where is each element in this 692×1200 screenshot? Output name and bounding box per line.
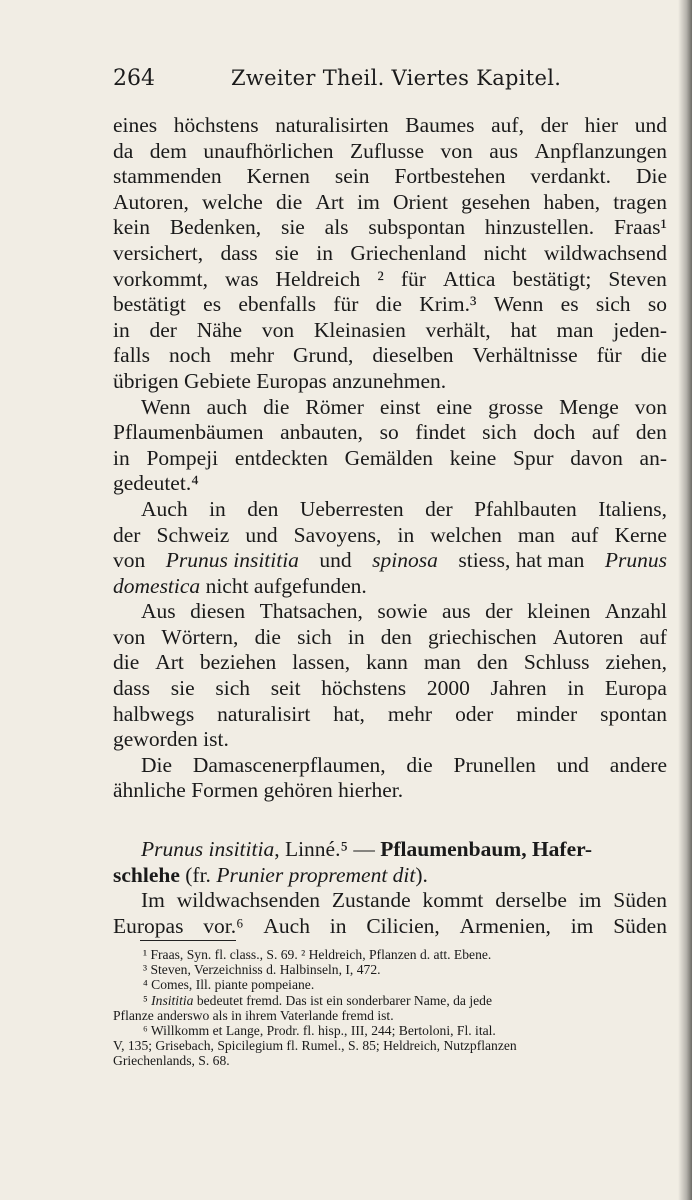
- text-line: [113, 139, 667, 165]
- text-word: man: [517, 522, 555, 547]
- common-name: schlehe: [113, 862, 180, 887]
- text-word: eines: [113, 113, 158, 137]
- text-word: Verhältnisse: [472, 343, 578, 368]
- text-word: dem: [149, 138, 187, 163]
- text-line: [113, 190, 667, 216]
- text-word: oder: [455, 701, 494, 726]
- text-word: Prunellen: [453, 752, 536, 777]
- text-line: ähnliche Formen gehören hierher.: [113, 778, 404, 803]
- text-word: die: [275, 189, 303, 214]
- text-word: Damascenerpflaumen,: [192, 752, 386, 777]
- text-word: Wenn: [493, 292, 544, 317]
- text-word: sich: [297, 624, 332, 649]
- text-line: [113, 914, 667, 940]
- text-word: grosse: [488, 394, 544, 419]
- text-word: der: [540, 113, 569, 137]
- text-line: [113, 548, 667, 574]
- text-word: Fraas¹: [613, 215, 667, 240]
- running-head: Zweiter Theil. Viertes Kapitel.: [231, 66, 562, 90]
- text-word: falls: [113, 343, 151, 368]
- text-word: für: [333, 292, 359, 317]
- text-word: spontan: [600, 701, 667, 726]
- footnote: ⁶ Willkomm et Lange, Prodr. fl. hisp., III, 244; Bertoloni, Fl. ital.: [143, 1022, 496, 1038]
- species-name: spinosa: [372, 548, 438, 573]
- text-word: die: [113, 650, 140, 675]
- text-word: der: [425, 496, 453, 521]
- text-word: in: [397, 522, 415, 547]
- text-word: versichert,: [113, 240, 204, 265]
- text-line: [113, 267, 667, 293]
- footnote: Griechenlands, S. 68.: [113, 1053, 230, 1069]
- text-word: Art: [315, 189, 345, 214]
- text-word: Zustande: [331, 888, 411, 913]
- text-word: Süden: [613, 888, 667, 913]
- text-line: [113, 523, 667, 549]
- text-word: (fr.: [185, 862, 211, 887]
- text-word: Römer: [305, 394, 364, 419]
- text-word: kommt: [422, 888, 484, 913]
- text-word: Auch: [141, 496, 188, 521]
- text-word: Orient: [393, 189, 448, 214]
- text-word: auf: [570, 522, 599, 547]
- text-line: [113, 164, 667, 190]
- text-word: mehr: [229, 343, 275, 368]
- text-word: subspontan: [368, 215, 466, 240]
- text-word: Kerne: [614, 522, 667, 547]
- species-name: Prunus insititia: [141, 837, 275, 862]
- text-word: von: [440, 138, 473, 163]
- text-line: [113, 113, 667, 139]
- text-word: Jahren: [490, 676, 547, 701]
- text-word: Ueberresten: [299, 496, 404, 521]
- footnote: V, 135; Grisebach, Spicilegium fl. Rumel., S. 85; Heldreich, Nutzpflanzen: [113, 1038, 517, 1054]
- text-word: Schluss: [523, 650, 590, 675]
- text-word: in: [347, 624, 365, 649]
- text-word: dass: [220, 240, 258, 265]
- text-word: Aus: [141, 599, 176, 624]
- text-word: Wenn: [141, 394, 191, 419]
- text-word: tragen: [613, 189, 667, 214]
- text-line: [113, 753, 667, 779]
- text-word: Anzahl: [604, 599, 667, 624]
- text-word: Bedenken,: [169, 215, 262, 240]
- page-header: [113, 66, 673, 96]
- text-line: [113, 343, 667, 369]
- text-line: [113, 625, 667, 651]
- text-word: von: [113, 624, 146, 649]
- text-line: [113, 650, 667, 676]
- text-line: geworden ist.: [113, 727, 229, 752]
- text-word: Italiens,: [598, 496, 667, 521]
- text-word: Pflaumenbäumen: [113, 420, 264, 445]
- text-word: Auch: [263, 913, 310, 938]
- footnotes: [113, 947, 667, 1069]
- text-word: Anpflanzungen: [534, 138, 667, 163]
- text-word: kein: [113, 215, 151, 240]
- footnote-text: bedeutet fremd. Das ist ein sonderbarer Name, da jede: [196, 992, 493, 1008]
- text-word: Steven: [608, 266, 667, 291]
- text-word: der: [113, 522, 141, 547]
- text-word: sich: [482, 420, 517, 445]
- text-word: kann: [366, 650, 408, 675]
- text-line: gedeutet.⁴: [113, 471, 199, 496]
- text-word: Heldreich: [275, 266, 361, 291]
- text-line: übrigen Gebiete Europas anzunehmen.: [113, 368, 447, 393]
- text-word: stiess, hat man: [458, 548, 585, 573]
- text-word: wildwachsend: [543, 240, 667, 265]
- text-word: sie: [274, 240, 299, 265]
- text-word: sich: [215, 676, 250, 701]
- text-word: den: [635, 420, 667, 445]
- text-word: welche: [201, 189, 263, 214]
- text-line: [113, 446, 667, 472]
- text-word: Kleinasien: [313, 317, 406, 342]
- text-word: dass: [113, 676, 151, 701]
- text-word: so: [647, 292, 667, 317]
- text-word: in: [113, 445, 130, 470]
- page-number: 264: [113, 66, 155, 91]
- text-word: von: [261, 317, 295, 342]
- text-word: in: [113, 317, 130, 342]
- text-word: in: [316, 240, 333, 265]
- text-word: ²: [377, 266, 384, 291]
- text-word: hat: [510, 317, 537, 342]
- text-word: unaufhörlichen: [203, 138, 334, 163]
- text-word: haben,: [543, 189, 601, 214]
- text-word: dieselben: [372, 343, 454, 368]
- text-word: ziehen,: [605, 650, 667, 675]
- text-word: in: [567, 676, 585, 701]
- species-name: Prunus insititia: [165, 548, 299, 573]
- text-line: [113, 497, 667, 523]
- text-word: die: [640, 343, 667, 368]
- footnote: ⁵ Insititia bedeutet fremd. Das ist ein sonderbarer Name, da jede: [143, 992, 493, 1008]
- text-word: und: [245, 522, 278, 547]
- text-word: Pfahlbauten: [474, 496, 577, 521]
- text-word: den: [380, 624, 412, 649]
- text-word: verdankt.: [530, 164, 611, 189]
- text-word: verhält,: [425, 317, 491, 342]
- text-word: wildwachsenden: [176, 888, 321, 913]
- text-word: Nähe: [196, 317, 243, 342]
- text-line: [113, 292, 667, 318]
- text-word: sowie: [377, 599, 428, 624]
- text-word: Grund,: [293, 343, 354, 368]
- french-name: Prunier proprement dit: [216, 862, 416, 887]
- text-word: anbauten,: [280, 420, 364, 445]
- text-word: Zuflusse: [349, 138, 425, 163]
- text-word: die: [375, 292, 402, 317]
- text-word: auch: [206, 394, 248, 419]
- text-word: Europas: [113, 913, 184, 938]
- text-word: an-: [639, 445, 667, 470]
- text-word: so: [379, 420, 399, 445]
- text-word: Griechenland: [350, 240, 467, 265]
- text-word: bestätigt: [113, 292, 186, 317]
- text-word: Baumes: [405, 113, 475, 137]
- text-word: der: [149, 317, 177, 342]
- text-word: gesehen: [461, 189, 531, 214]
- text-word: Autoren: [552, 624, 624, 649]
- text-word: mehr: [387, 701, 433, 726]
- footnote: ¹ Fraas, Syn. fl. class., S. 69. ² Heldreich, Pflanzen d. att. Ebene.: [143, 947, 492, 962]
- text-word: im: [570, 913, 594, 938]
- genus-name: Prunus: [604, 548, 667, 573]
- text-line: [113, 702, 667, 728]
- text-word: den: [476, 650, 508, 675]
- text-word: sie: [280, 215, 305, 240]
- text-word: Art: [155, 650, 184, 675]
- text-line: [113, 676, 667, 702]
- text-word: und: [319, 548, 352, 573]
- text-word: Die: [141, 752, 173, 777]
- text-word: stammenden: [113, 164, 222, 189]
- text-word: Die: [635, 164, 667, 189]
- text-word: sie: [170, 676, 195, 701]
- text-word: auf: [591, 420, 620, 445]
- text-word: Thatsachen,: [259, 599, 363, 624]
- text-word: davon: [570, 445, 623, 470]
- text-word: vorkommt,: [113, 266, 208, 291]
- text-word: von: [113, 548, 146, 573]
- text-word: jeden-: [613, 317, 667, 342]
- text-word: auf,: [491, 113, 524, 137]
- text-word: da: [113, 138, 134, 163]
- text-word: für: [596, 343, 622, 368]
- text-word: ebenfalls: [238, 292, 316, 317]
- text-word: Armenien,: [459, 913, 551, 938]
- text-word: 2000: [426, 676, 470, 701]
- page-edge-shadow: [678, 0, 692, 1200]
- text-word: hinzustellen.: [484, 215, 595, 240]
- section-heading-line2: [113, 863, 667, 889]
- text-word: naturalisirt: [217, 701, 311, 726]
- text-word: vor.⁶: [203, 913, 244, 938]
- text-word: für: [400, 266, 426, 291]
- common-name: Pflaumenbaum, Hafer-: [380, 837, 593, 862]
- text-word: Im: [141, 888, 165, 913]
- text-word: halbwegs: [113, 701, 195, 726]
- text-word: aus: [489, 138, 518, 163]
- text-word: bestätigt;: [512, 266, 592, 291]
- text-word: Cilicien,: [366, 913, 440, 938]
- text-word: Fortbestehen: [394, 164, 506, 189]
- text-word: Süden: [613, 913, 667, 938]
- text-word: aus: [441, 599, 471, 624]
- text-word: griechischen: [428, 624, 537, 649]
- text-word: Europa: [604, 676, 667, 701]
- species-name: domestica: [113, 573, 201, 598]
- text-word: man: [556, 317, 594, 342]
- text-word: findet: [415, 420, 466, 445]
- footnote: Pflanze anderswo als in ihrem Vaterlande fremd ist.: [113, 1007, 394, 1023]
- text-word: entdeckten: [234, 445, 328, 470]
- text-line: [113, 241, 667, 267]
- text-word: sich: [595, 292, 631, 317]
- text-word: Attica: [442, 266, 496, 291]
- text-line: [113, 420, 667, 446]
- text-word: kleinen: [527, 599, 591, 624]
- text-word: , Linné.⁵ —: [274, 837, 375, 862]
- text-word: Gemälden: [344, 445, 433, 470]
- text-word: Spur: [512, 445, 554, 470]
- text-word: der: [485, 599, 513, 624]
- text-word: in: [329, 913, 347, 938]
- text-word: Krim.³: [419, 292, 477, 317]
- text-word: beziehen: [199, 650, 277, 675]
- text-word: keine: [449, 445, 497, 470]
- text-word: diesen: [190, 599, 246, 624]
- text-word: Pompeji: [146, 445, 219, 470]
- footnote-italic: Insititia: [151, 992, 194, 1008]
- text-word: und: [556, 752, 589, 777]
- text-line: [113, 888, 667, 914]
- text-word: im: [578, 888, 602, 913]
- text-word: die: [254, 624, 281, 649]
- section-heading: [113, 837, 667, 863]
- footnote: ⁴ Comes, Ill. piante pompeiane.: [143, 977, 315, 993]
- text-word: einst: [379, 394, 421, 419]
- text-word: und: [634, 113, 667, 137]
- text-word: es: [560, 292, 579, 317]
- text-word: es: [203, 292, 222, 317]
- text-word: seit: [270, 676, 301, 701]
- text-line: [113, 599, 667, 625]
- text-word: Schweiz: [156, 522, 230, 547]
- text-word: naturalisirten: [275, 113, 389, 137]
- text-word: Wörtern,: [161, 624, 239, 649]
- text-line: [113, 318, 667, 344]
- text-word: andere: [609, 752, 667, 777]
- text-word: nicht: [483, 240, 527, 265]
- text-word: den: [247, 496, 279, 521]
- body-text: [113, 113, 667, 939]
- text-word: auf: [639, 624, 667, 649]
- text-word: eine: [436, 394, 473, 419]
- text-word: ).: [415, 862, 428, 887]
- text-word: derselbe: [495, 888, 567, 913]
- footnote-rule: [140, 940, 236, 941]
- text-word: von: [634, 394, 667, 419]
- text-line: [113, 215, 667, 241]
- text-word: man: [423, 650, 461, 675]
- text-word: Savoyens,: [293, 522, 382, 547]
- text-word: in: [209, 496, 226, 521]
- text-word: lassen,: [292, 650, 351, 675]
- text-word: noch: [169, 343, 211, 368]
- text-word: Menge: [559, 394, 619, 419]
- text-word: was: [225, 266, 259, 291]
- text-word: nicht aufgefunden.: [205, 573, 367, 598]
- text-word: höchstens: [173, 113, 259, 137]
- text-word: sein: [334, 164, 370, 189]
- text-word: die: [263, 394, 290, 419]
- text-word: als: [324, 215, 349, 240]
- text-line: [113, 574, 667, 600]
- text-word: minder: [516, 701, 578, 726]
- footnote: ³ Steven, Verzeichniss d. Halbinseln, I, 472.: [143, 962, 381, 978]
- text-word: hier: [584, 113, 619, 137]
- text-word: die: [406, 752, 433, 777]
- text-word: Autoren,: [113, 189, 189, 214]
- text-word: Kernen: [246, 164, 310, 189]
- text-word: doch: [533, 420, 576, 445]
- text-word: welchen: [430, 522, 502, 547]
- text-word: im: [357, 189, 380, 214]
- text-word: höchstens: [321, 676, 407, 701]
- text-word: hat,: [333, 701, 365, 726]
- text-line: [113, 395, 667, 421]
